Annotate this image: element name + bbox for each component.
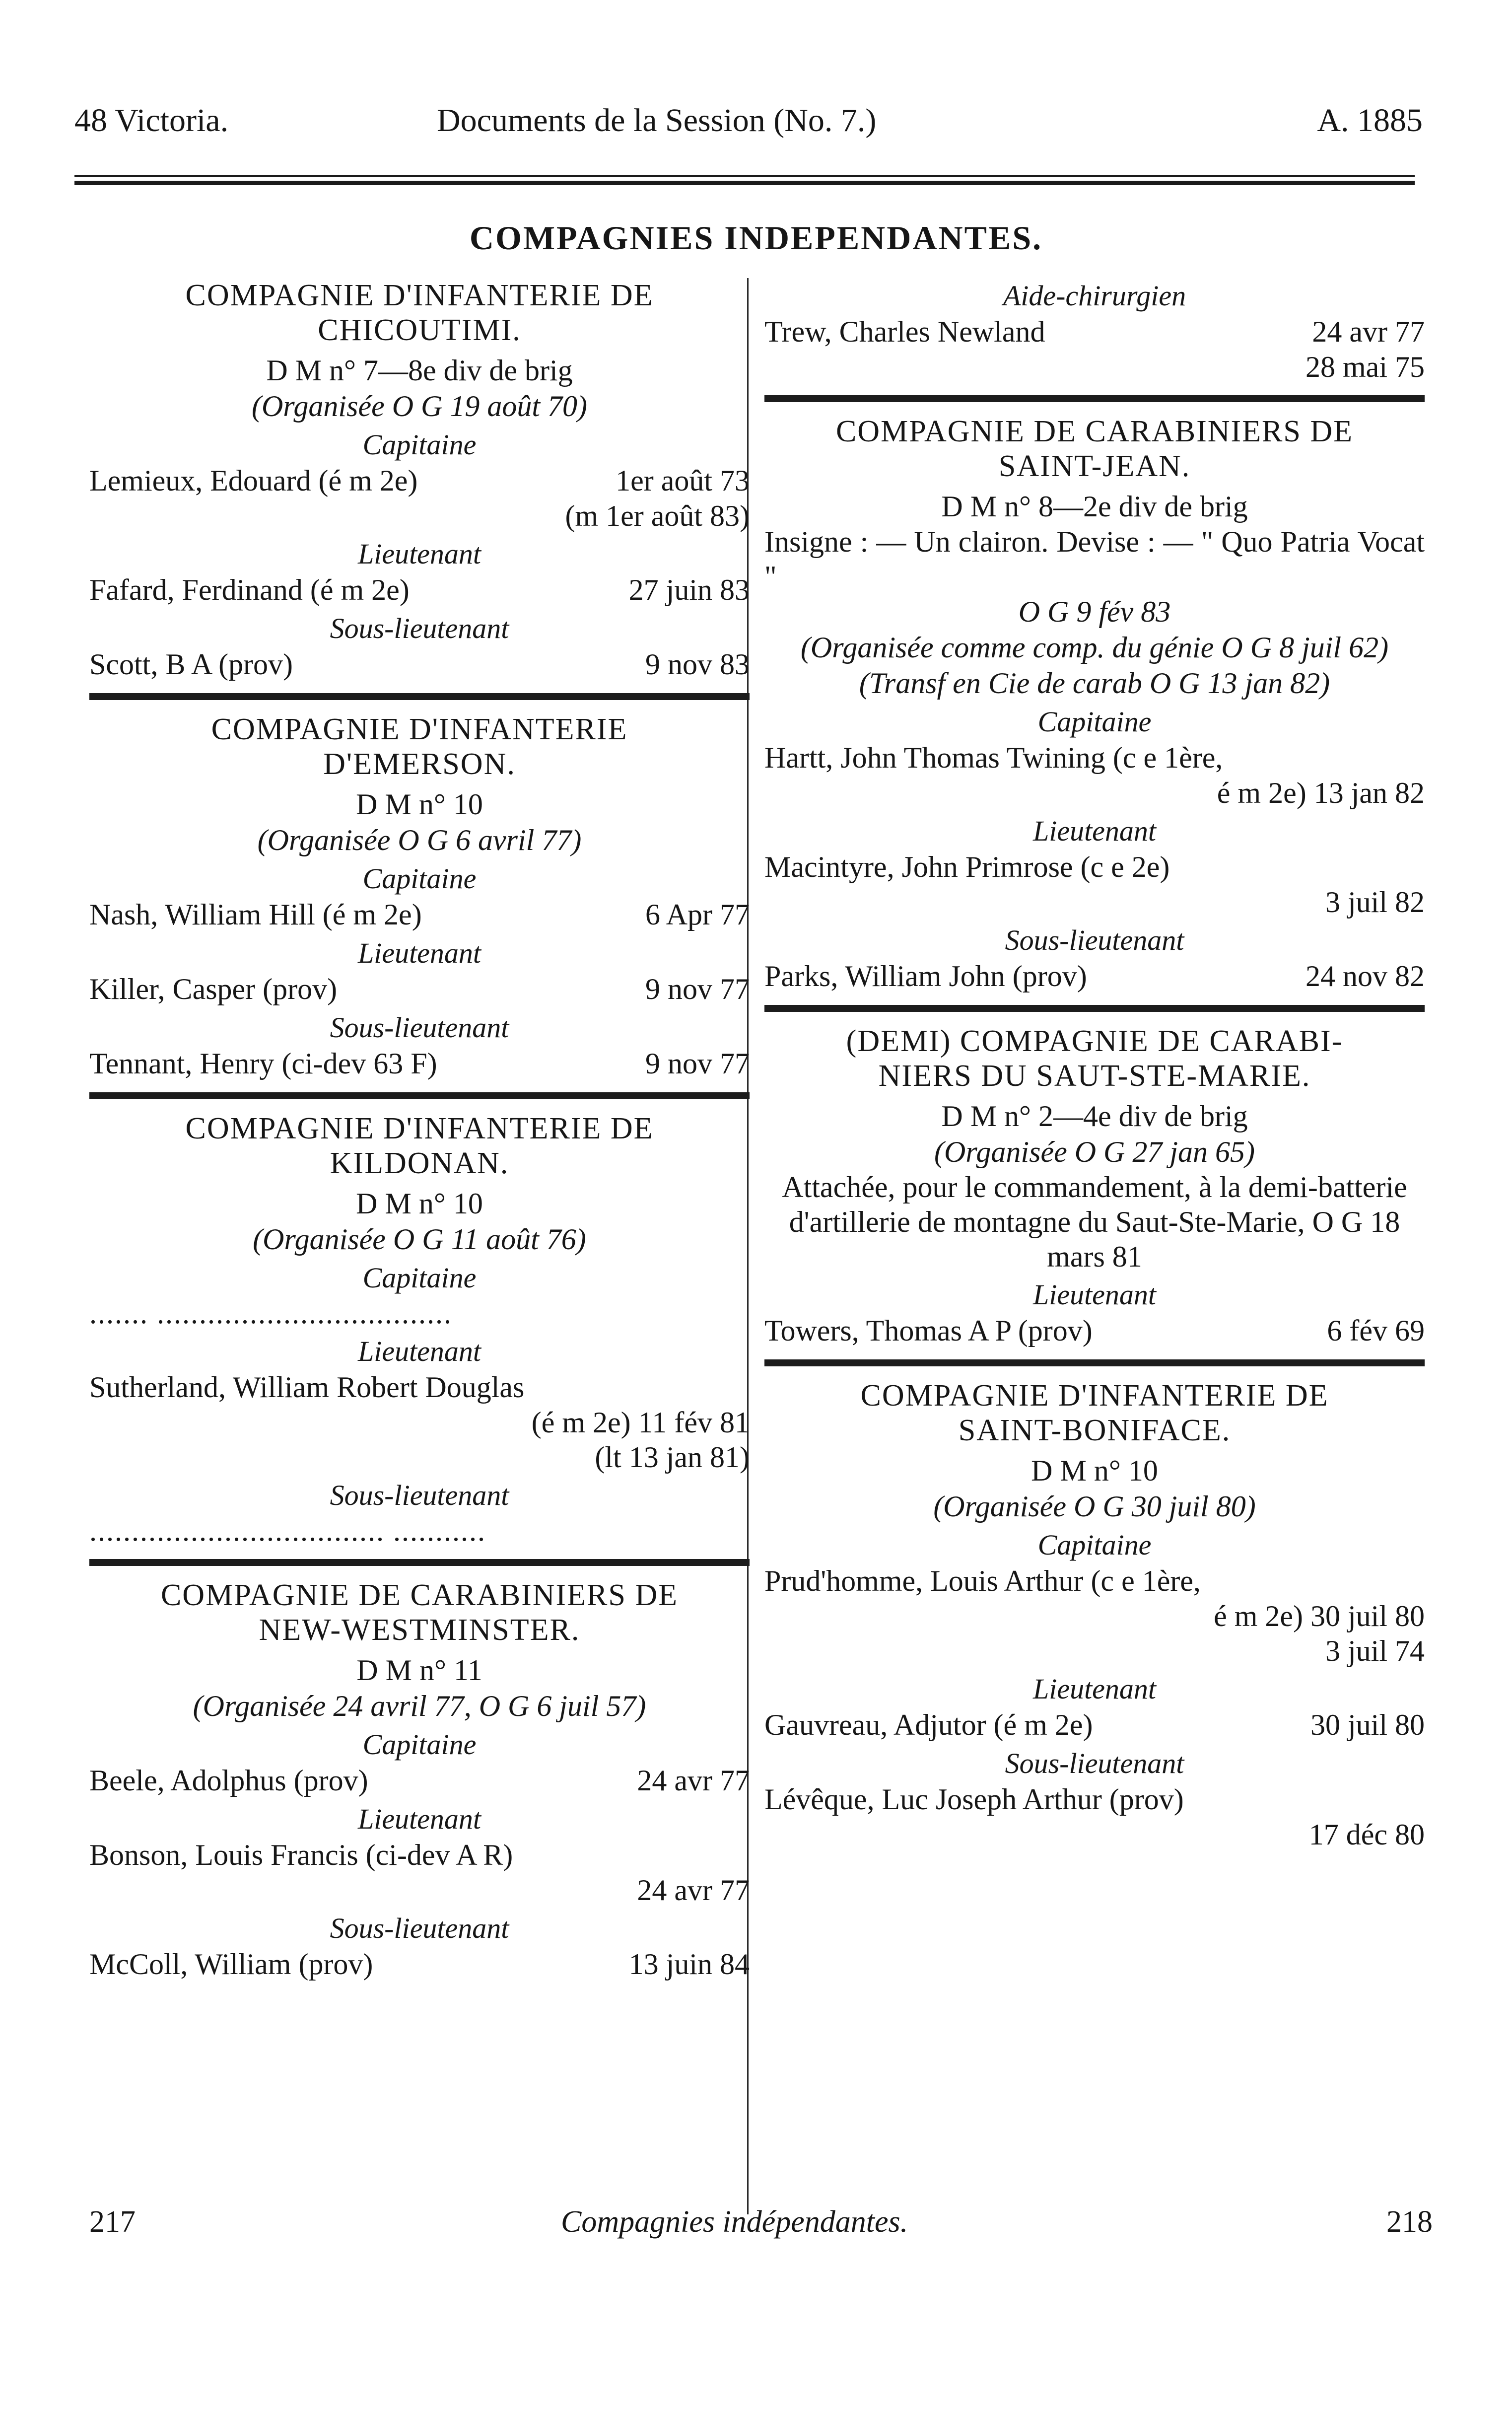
header-year: A. 1885 <box>1317 102 1423 139</box>
company-title-line: COMPAGNIE D'INFANTERIE DE <box>185 279 654 312</box>
officer-entry <box>89 1763 750 1798</box>
officer-name: Tennant, Henry (ci-dev 63 F) <box>89 1047 437 1080</box>
right-column <box>764 278 1425 1852</box>
company-title <box>89 1578 750 1647</box>
company-title-line: D'EMERSON. <box>323 747 516 781</box>
organisation-note: (Organisée O G 11 août 76) <box>253 1223 586 1256</box>
officer-name: Prud'homme, Louis Arthur (c e 1ère, <box>764 1564 1201 1597</box>
officer-entry <box>764 740 1425 776</box>
officer-date: 9 nov 77 <box>645 1047 750 1080</box>
running-footer <box>0 2204 1512 2244</box>
header-session: Documents de la Session (No. 7.) <box>437 102 877 139</box>
section-separator <box>89 693 750 700</box>
officer-entry <box>764 1781 1425 1817</box>
officer-name: Beele, Adolphus (prov) <box>89 1764 368 1797</box>
rank-heading: Lieutenant <box>1032 1278 1157 1311</box>
district-line: D M n° 8—2e div de brig <box>941 490 1248 523</box>
header-rule-thick <box>74 181 1415 185</box>
company-title <box>764 1378 1425 1448</box>
officer-date-extra: 17 déc 80 <box>1308 1818 1425 1851</box>
rank-heading: Sous-lieutenant <box>330 1011 509 1044</box>
transfer-note: (Transf en Cie de carab O G 13 jan 82) <box>859 667 1330 700</box>
rank-heading: Capitaine <box>1037 1529 1152 1561</box>
company-emerson <box>89 712 750 1081</box>
officer-date: 30 juil 80 <box>1310 1708 1425 1741</box>
officer-date-extra: 3 juil 74 <box>1325 1634 1425 1667</box>
officer-name: Lévêque, Luc Joseph Arthur (prov) <box>764 1783 1184 1816</box>
company-chicoutimi <box>89 278 750 682</box>
officer-entry <box>764 1563 1425 1599</box>
rank-heading: Sous-lieutenant <box>1005 924 1184 956</box>
company-title-line: COMPAGNIE D'INFANTERIE <box>211 712 628 746</box>
page-title: COMPAGNIES INDEPENDANTES. <box>469 219 1043 257</box>
district-line: D M n° 10 <box>356 1187 483 1220</box>
officer-name: Gauvreau, Adjutor (é m 2e) <box>764 1708 1093 1741</box>
organisation-note: (Organisée comme comp. du génie O G 8 juil 62) <box>800 631 1389 664</box>
officer-date-extra: 3 juil 82 <box>1325 886 1425 919</box>
rank-heading: Lieutenant <box>357 1335 481 1367</box>
officer-date-extra: 24 avr 77 <box>637 1874 750 1907</box>
district-line: D M n° 2—4e div de brig <box>941 1100 1248 1133</box>
officer-date: 27 juin 83 <box>628 573 750 606</box>
rank-heading: Lieutenant <box>1032 1673 1157 1705</box>
footer-section-title: Compagnies indépendantes. <box>561 2205 908 2239</box>
officer-entry <box>764 314 1425 350</box>
officer-date: 1er août 73 <box>616 464 750 497</box>
company-title <box>89 278 750 348</box>
officer-date-extra: é m 2e) 30 juil 80 <box>1214 1600 1425 1632</box>
company-title-line: CHICOUTIMI. <box>318 313 521 347</box>
company-title-line: (DEMI) COMPAGNIE DE CARABI- <box>846 1024 1343 1058</box>
company-title-line: KILDONAN. <box>330 1146 509 1180</box>
officer-entry <box>89 463 750 498</box>
company-title <box>89 712 750 781</box>
officer-name: Hartt, John Thomas Twining (c e 1ère, <box>764 741 1223 774</box>
officer-entry <box>764 1313 1425 1348</box>
header-volume: 48 Victoria. <box>74 102 229 139</box>
organisation-note: (Organisée O G 27 jan 65) <box>934 1135 1255 1168</box>
officer-entry <box>89 646 750 682</box>
officer-entry <box>89 1837 750 1873</box>
officer-date-extra: é m 2e) 13 jan 82 <box>1217 777 1425 809</box>
company-title-line: COMPAGNIE D'INFANTERIE DE <box>860 1379 1329 1413</box>
company-title-line: NEW-WESTMINSTER. <box>259 1613 580 1647</box>
officer-entry <box>764 849 1425 885</box>
officer-entry <box>764 958 1425 994</box>
officer-date: 6 fév 69 <box>1327 1314 1425 1347</box>
officer-entry <box>89 572 750 608</box>
company-saut-ste-marie <box>764 1024 1425 1348</box>
rank-heading: Lieutenant <box>357 937 481 969</box>
officer-entry <box>89 1369 750 1405</box>
organisation-note: (Organisée O G 30 juil 80) <box>933 1490 1256 1523</box>
rank-heading: Capitaine <box>362 1728 477 1761</box>
company-saint-jean <box>764 414 1425 994</box>
rank-heading: Capitaine <box>362 1262 477 1294</box>
header-rule-thin <box>74 175 1415 177</box>
rank-heading: Lieutenant <box>1032 815 1157 847</box>
officer-name: Killer, Casper (prov) <box>89 973 338 1005</box>
officer-name: Fafard, Ferdinand (é m 2e) <box>89 573 410 606</box>
page-number-left: 217 <box>89 2205 136 2239</box>
officer-date: 24 avr 77 <box>1312 315 1425 348</box>
district-line: D M n° 7—8e div de brig <box>266 354 573 387</box>
rank-heading: Capitaine <box>1037 706 1152 738</box>
company-title-line: NIERS DU SAUT-STE-MARIE. <box>878 1059 1311 1093</box>
organisation-note: (Organisée O G 6 avril 77) <box>257 824 582 856</box>
officer-date: 13 juin 84 <box>628 1948 750 1981</box>
officer-name: Lemieux, Edouard (é m 2e) <box>89 464 418 497</box>
company-new-westminster <box>89 1578 750 1982</box>
officer-name: Trew, Charles Newland <box>764 315 1045 348</box>
district-line: D M n° 10 <box>356 788 483 821</box>
officer-name: Macintyre, John Primrose (c e 2e) <box>764 851 1170 883</box>
organisation-note: (Organisée O G 19 août 70) <box>251 390 588 423</box>
officer-date: 24 nov 82 <box>1306 960 1425 992</box>
company-title <box>764 414 1425 484</box>
section-separator <box>764 1005 1425 1012</box>
officer-name: Parks, William John (prov) <box>764 960 1087 992</box>
section-separator <box>89 1559 750 1566</box>
rank-heading: Sous-lieutenant <box>330 612 509 644</box>
rank-heading: Sous-lieutenant <box>330 1912 509 1944</box>
rank-heading: Lieutenant <box>357 538 481 570</box>
vacant-placeholder: ....... ................................... <box>89 1297 452 1330</box>
organisation-note: (Organisée 24 avril 77, O G 6 juil 57) <box>193 1690 646 1722</box>
aide-chirurgien-block <box>764 278 1425 384</box>
page-number-right: 218 <box>1386 2205 1433 2239</box>
officer-date-extra: (m 1er août 83) <box>565 499 750 532</box>
officer-date: 24 avr 77 <box>637 1764 750 1797</box>
district-line: D M n° 11 <box>356 1654 482 1687</box>
officer-name: Towers, Thomas A P (prov) <box>764 1314 1093 1347</box>
company-kildonan <box>89 1111 750 1548</box>
rank-heading: Aide-chirurgien <box>1003 280 1186 312</box>
attachment-note: Attachée, pour le commandement, à la demi-batterie d'artillerie de montagne du Saut-Ste-Marie, O G 18 mars 81 <box>782 1171 1407 1273</box>
officer-name: Bonson, Louis Francis (ci-dev A R) <box>89 1839 513 1871</box>
district-line: D M n° 10 <box>1031 1454 1158 1487</box>
company-title-line: SAINT-BONIFACE. <box>958 1414 1231 1447</box>
company-saint-boniface <box>764 1378 1425 1852</box>
officer-date-extra: (é m 2e) 11 fév 81 <box>531 1406 750 1439</box>
officer-name: Nash, William Hill (é m 2e) <box>89 898 422 931</box>
officer-entry <box>89 1046 750 1081</box>
officer-date: 6 Apr 77 <box>645 898 750 931</box>
left-column <box>89 278 750 1982</box>
order-line: O G 9 fév 83 <box>1018 595 1171 628</box>
officer-date-extra: (lt 13 jan 81) <box>595 1441 750 1474</box>
officer-entry <box>89 1946 750 1982</box>
officer-entry <box>764 1707 1425 1743</box>
officer-name: Sutherland, William Robert Douglas <box>89 1371 525 1404</box>
section-separator <box>89 1092 750 1099</box>
section-separator <box>764 1359 1425 1366</box>
company-title-line: SAINT-JEAN. <box>998 449 1191 483</box>
rank-heading: Sous-lieutenant <box>1005 1747 1184 1779</box>
rank-heading: Capitaine <box>362 862 477 895</box>
rank-heading: Lieutenant <box>357 1803 481 1835</box>
vacant-placeholder: ................................... ........... <box>89 1514 486 1547</box>
officer-date: 9 nov 83 <box>645 648 750 681</box>
officer-entry <box>89 897 750 932</box>
company-title <box>764 1024 1425 1093</box>
officer-entry <box>89 971 750 1007</box>
officer-date-extra: 28 mai 75 <box>1306 351 1425 383</box>
running-header <box>0 102 1512 146</box>
officer-date: 9 nov 77 <box>645 973 750 1005</box>
company-title-line: COMPAGNIE D'INFANTERIE DE <box>185 1112 654 1145</box>
insigne-devise: Insigne : — Un clairon. Devise : — " Quo Patria Vocat " <box>764 525 1425 593</box>
section-separator <box>764 395 1425 402</box>
company-title <box>89 1111 750 1181</box>
officer-name: Scott, B A (prov) <box>89 648 293 681</box>
rank-heading: Capitaine <box>362 428 477 461</box>
company-title-line: COMPAGNIE DE CARABINIERS DE <box>160 1578 679 1612</box>
rank-heading: Sous-lieutenant <box>330 1479 509 1511</box>
company-title-line: COMPAGNIE DE CARABINIERS DE <box>835 415 1354 448</box>
officer-name: McColl, William (prov) <box>89 1948 373 1981</box>
